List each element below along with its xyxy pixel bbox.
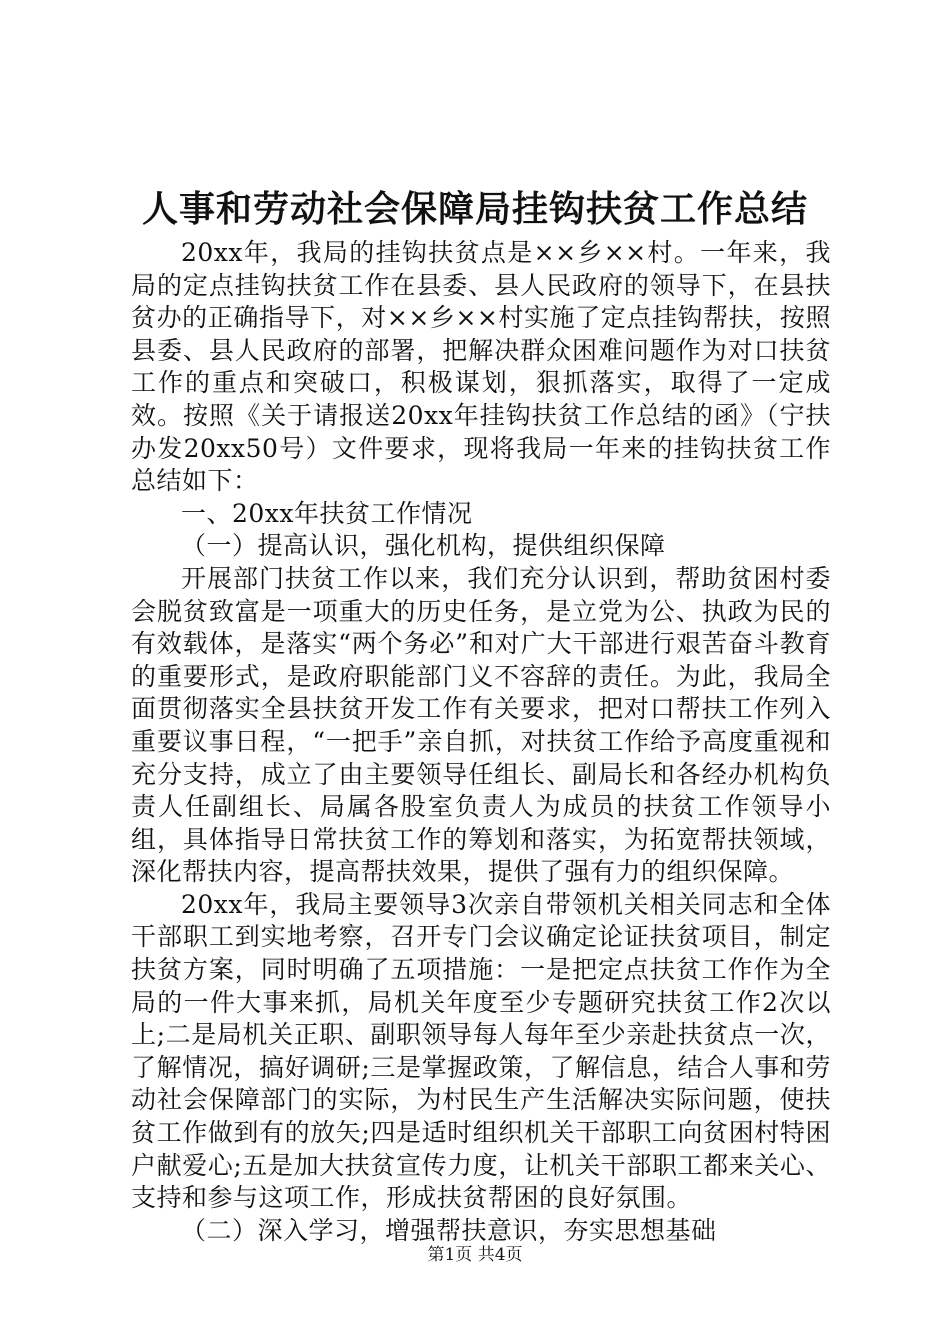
section-heading-1: 一、20xx年扶贫工作情况 — [181, 498, 473, 528]
document-body — [131, 237, 831, 1247]
paragraph-organization: 开展部门扶贫工作以来，我们充分认识到，帮助贫困村委会脱贫致富是一项重大的历史任务，是立党为公、执政为民的有效载体，是落实“两个务必”和对广大干部进行艰苦奋斗教育的重要形式，是政府职能部门义不容辞的责任。为此，我局全面贯彻落实全县扶贫开发工作有关要求，把对口帮扶工作列入重要议事日程，“一把手”亲自抓，对扶贫工作给予高度重视和充分支持，成立了由主要领导任组长、副局长和各经办机构负责人任副组长、局属各股室负责人为成员的扶贫工作领导小组，具体指导日常扶贫工作的筹划和落实，为拓宽帮扶领域，深化帮扶内容，提高帮扶效果，提供了强有力的组织保障。 — [131, 563, 831, 887]
subsection-heading-2: （二）深入学习，增强帮扶意识，夯实思想基础 — [181, 1215, 717, 1245]
subsection-heading-1: （一）提高认识，强化机构，提供组织保障 — [181, 531, 666, 561]
page-number-footer: 第1页 共4页 — [427, 1245, 523, 1265]
paragraph-measures: 20xx年，我局主要领导3次亲自带领机关相关同志和全体干部职工到实地考察，召开专门会议确定论证扶贫项目，制定扶贫方案，同时明确了五项措施：一是把定点扶贫工作作为全局的一件大事来抓，局机关年度至少专题研究扶贫工作2次以上;二是局机关正职、副职领导每人每年至少亲赴扶贫点一次，了解情况，搞好调研;三是掌握政策，了解信息，结合人事和劳动社会保障部门的实际，为村民生产生活解决实际问题，使扶贫工作做到有的放矢;四是适时组织机关干部职工向贫困村特困户献爱心;五是加大扶贫宣传力度，让机关干部职工都来关心、支持和参与这项工作，形成扶贫帮困的良好氛围。 — [131, 889, 831, 1213]
paragraph-intro: 20xx年，我局的挂钩扶贫点是××乡××村。一年来，我局的定点挂钩扶贫工作在县委、县人民政府的领导下，在县扶贫办的正确指导下，对××乡××村实施了定点挂钩帮扶，按照县委、县人民政府的部署，把解决群众困难问题作为对口扶贫工作的重点和突破口，积极谋划，狠抓落实，取得了一定成效。按照《关于请报送20xx年挂钩扶贫工作总结的函》（宁扶办发20xx50号）文件要求，现将我局一年来的挂钩扶贫工作总结如下： — [131, 238, 831, 496]
document-title: 人事和劳动社会保障局挂钩扶贫工作总结 — [141, 188, 808, 230]
